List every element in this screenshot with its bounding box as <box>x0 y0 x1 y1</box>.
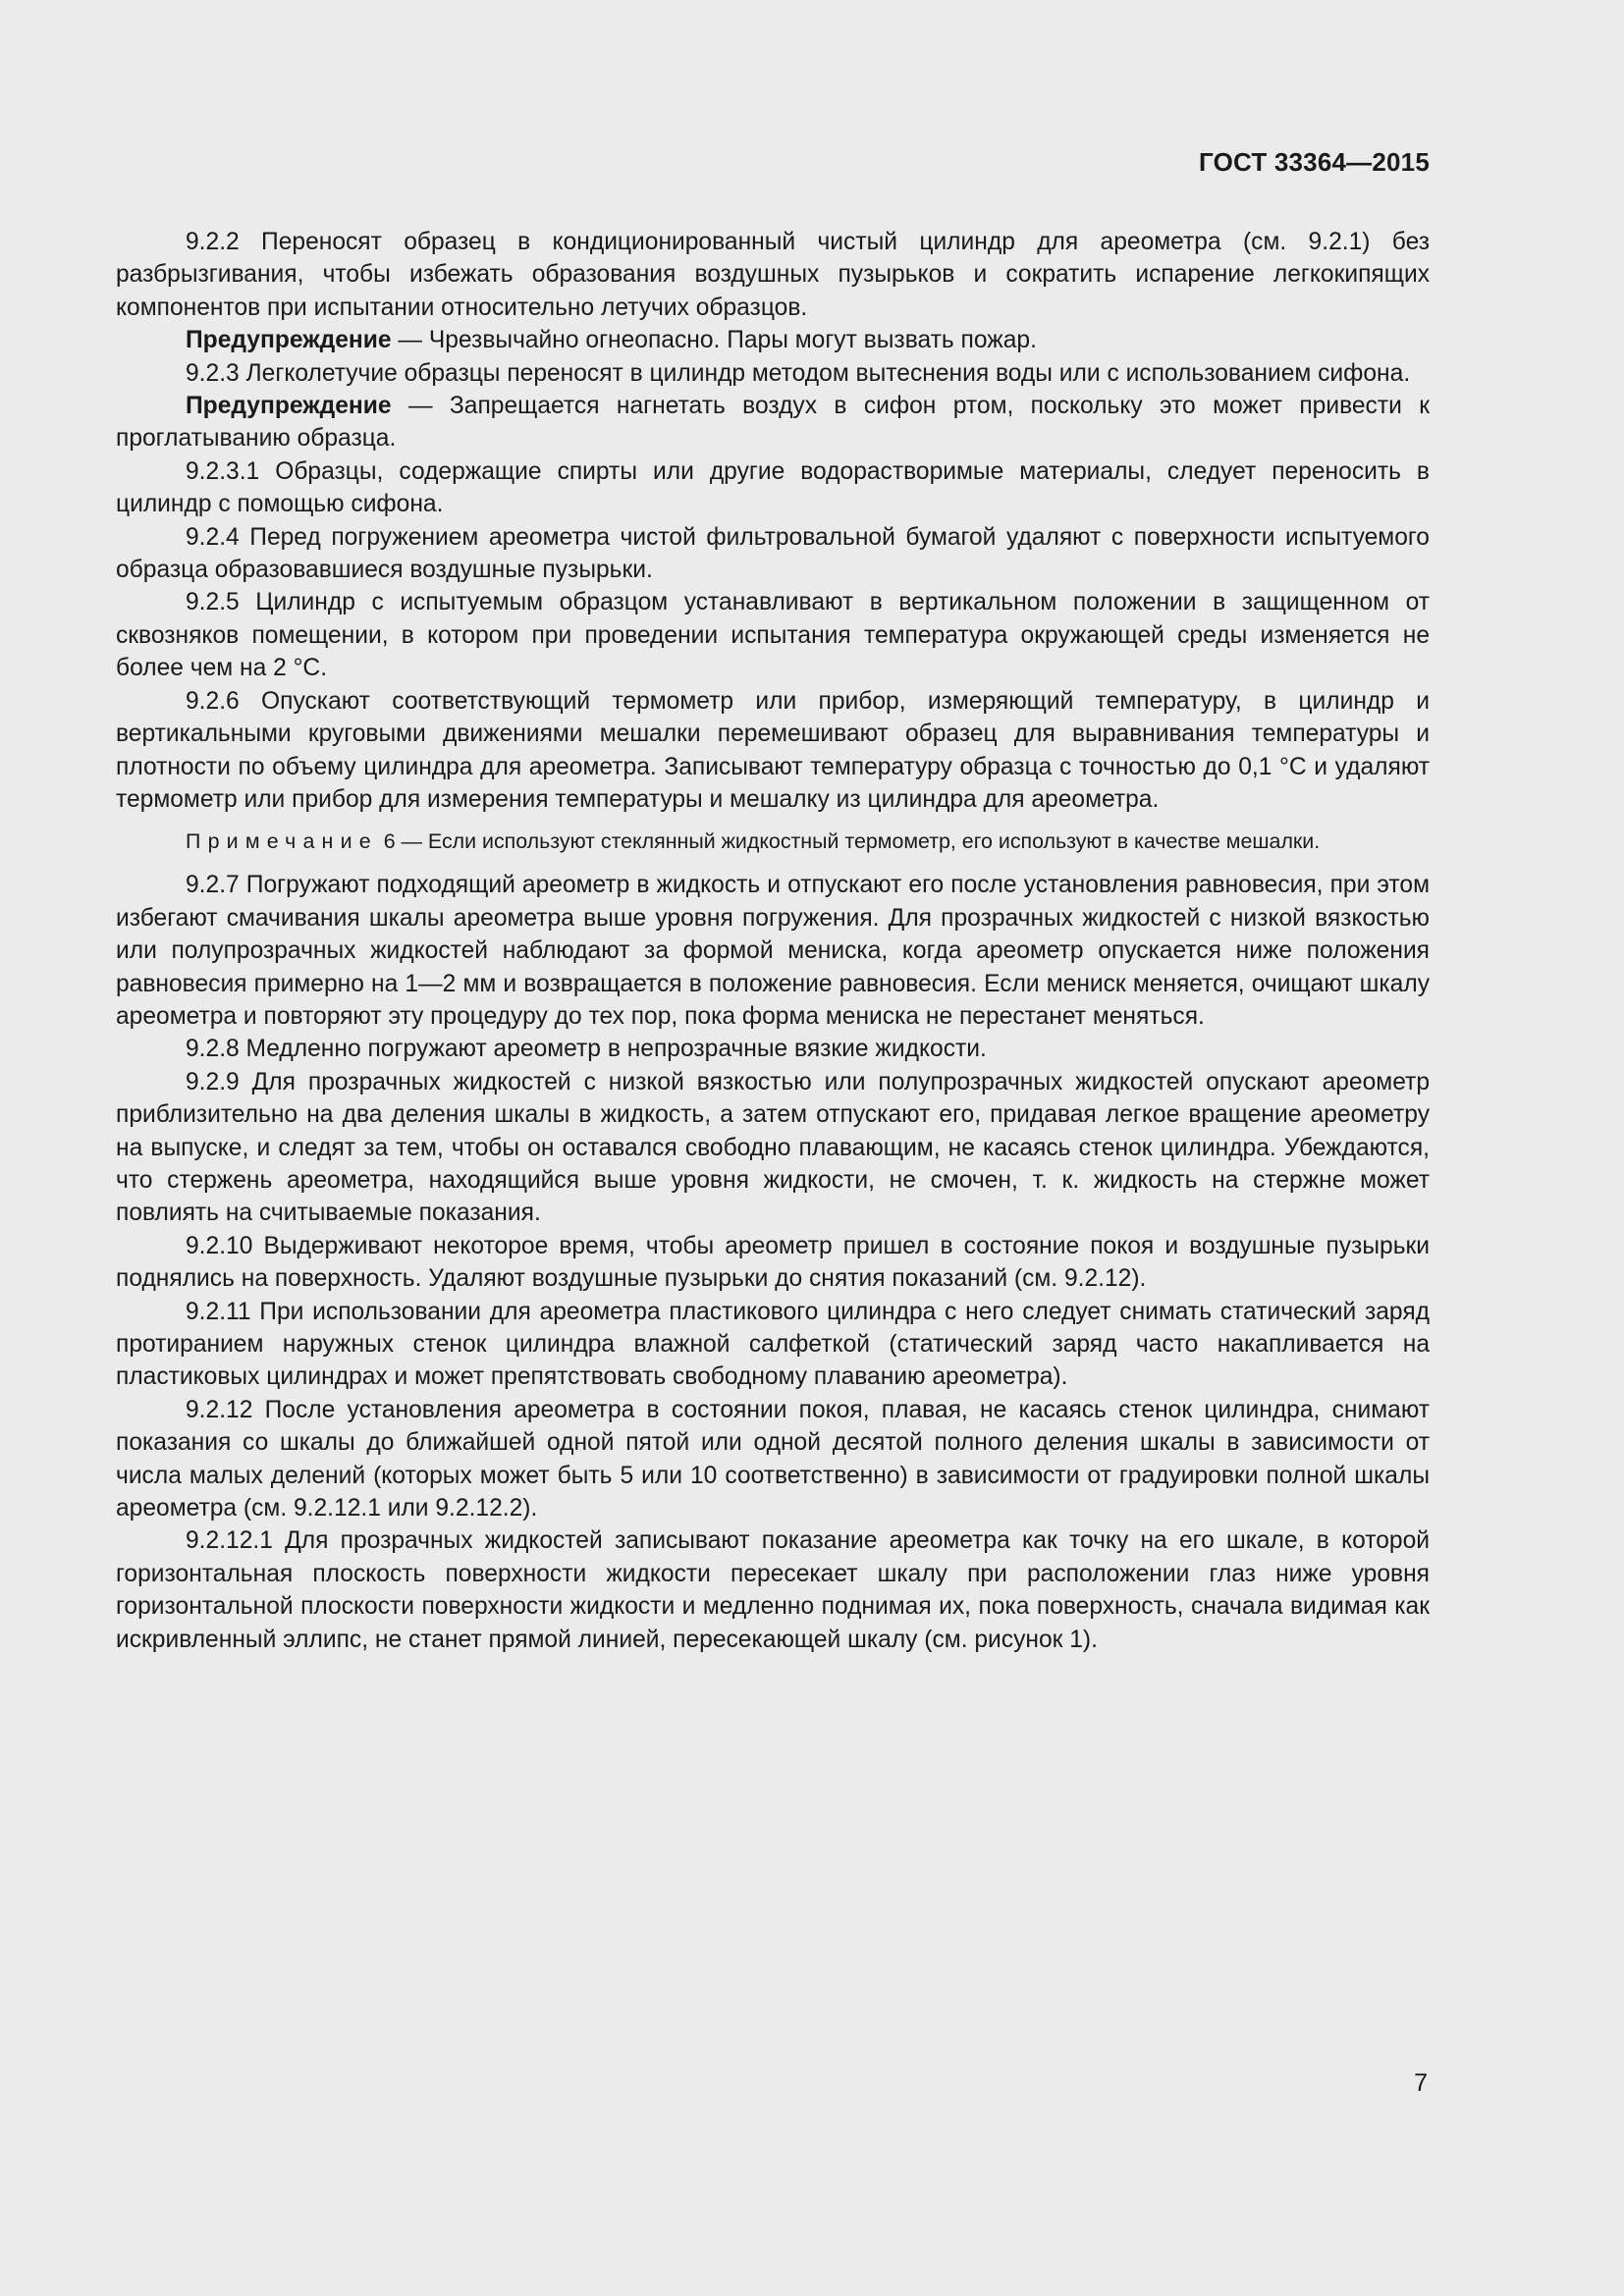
paragraph-9-2-6: 9.2.6 Опускают соответствующий термометр или прибор, измеряющий температуру, в цилиндр и вертикальными круговыми движениями мешалки перемешивают образец для выравнивания температуры и плотности по объему цилиндра для ареометра. Записывают температуру образца с точностью до 0,1 °C и удаляют термометр или прибор для измерения температуры и мешалку из цилиндра для ареометра. <box>116 687 1430 813</box>
paragraph-9-2-8: 9.2.8 Медленно погружают ареометр в непрозрачные вязкие жидкости. <box>186 1036 987 1063</box>
document-body <box>116 226 1430 1656</box>
paragraph-9-2-4: 9.2.4 Перед погружением ареометра чистой фильтровальной бумагой удаляют с поверхности испытуемого образца образовавшиеся воздушные пузырьки. <box>116 523 1430 584</box>
page-number: 7 <box>1414 2069 1428 2097</box>
warning-paragraph-2 <box>116 390 1430 455</box>
paragraph-9-2-12: 9.2.12 После установления ареометра в состоянии покоя, плавая, не касаясь стенок цилиндра, снимают показания со шкалы до ближайшей одной пятой или одной десятой полного деления шкалы в зависимости от числа малых делений (которых может быть 5 или 10 соответственно) в зависимости от градуировки полной шкалы ареометра (см. 9.2.12.1 или 9.2.12.2). <box>116 1396 1430 1522</box>
paragraph-9-2-3: 9.2.3 Легколетучие образцы переносят в цилиндр методом вытеснения воды или с использованием сифона. <box>186 359 1411 387</box>
warning-text: — Запрещается нагнетать воздух в сифон ртом, поскольку это может привести к проглатыванию образца. <box>116 393 1430 453</box>
paragraph-9-2-7: 9.2.7 Погружают подходящий ареометр в жидкость и отпускают его после установления равновесия, при этом избегают смачивания шкалы ареометра выше уровня погружения. Для прозрачных жидкостей с низкой вязкостью или полупрозрачных жидкостей наблюдают за формой мениска, когда ареометр опускается ниже положения равновесия примерно на 1—2 мм и возвращается в положение равновесия. Если мениск меняется, очищают шкалу ареометра и повторяют эту процедуру до тех пор, пока форма мениска не перестанет меняться. <box>116 872 1430 1030</box>
warning-paragraph-1 <box>116 324 1430 356</box>
warning-label: Предупреждение <box>186 327 392 354</box>
paragraph-9-2-9: 9.2.9 Для прозрачных жидкостей с низкой вязкостью или полупрозрачных жидкостей опускают ареометр приблизительно на два деления шкалы в жидкость, а затем отпускают его, придавая легкое вращение ареометру на выпуске, и следят за тем, чтобы он оставался свободно плавающим, не касаясь стенок цилиндра. Убеждаются, что стержень ареометра, находящийся выше уровня жидкости, не смочен, т. к. жидкость на стержне может повлиять на считываемые показания. <box>116 1068 1430 1227</box>
paragraph-9-2-11: 9.2.11 При использовании для ареометра пластикового цилиндра с него следует снимать статический заряд протиранием наружных стенок цилиндра влажной салфеткой (статический заряд часто накапливается на пластиковых цилиндрах и может препятствовать свободному плаванию ареометра). <box>116 1298 1430 1391</box>
note-label: Примечание <box>186 829 378 854</box>
note-6 <box>116 828 1430 855</box>
paragraph-9-2-5: 9.2.5 Цилиндр с испытуемым образцом устанавливают в вертикальном положении в защищенном от сквозняков помещении, в котором при проведении испытания температура окружающей среды изменяется не более чем на 2 °C. <box>116 589 1430 682</box>
paragraph-9-2-12-1: 9.2.12.1 Для прозрачных жидкостей записывают показание ареометра как точку на его шкале, в которой горизонтальная плоскость поверхности жидкости пересекает шкалу при расположении глаз ниже уровня горизонтальной плоскости поверхности жидкости и медленно поднимая их, пока поверхность, сначала видимая как искривленный эллипс, не станет прямой линией, пересекающей шкалу (см. рисунок 1). <box>116 1527 1430 1653</box>
paragraph-9-2-3-1: 9.2.3.1 Образцы, содержащие спирты или другие водорастворимые материалы, следует переносить в цилиндр с помощью сифона. <box>116 457 1430 518</box>
note-text: 6 — Если используют стеклянный жидкостный термометр, его используют в качестве мешалки. <box>377 829 1321 854</box>
warning-label: Предупреждение <box>186 393 392 420</box>
document-standard-number: ГОСТ 33364—2015 <box>1199 147 1430 177</box>
paragraph-9-2-10: 9.2.10 Выдерживают некоторое время, чтобы ареометр пришел в состояние покоя и воздушные пузырьки поднялись на поверхность. Удаляют воздушные пузырьки до снятия показаний (см. 9.2.12). <box>116 1232 1430 1293</box>
paragraph-9-2-2: 9.2.2 Переносят образец в кондиционированный чистый цилиндр для ареометра (см. 9.2.1) без разбрызгивания, чтобы избежать образования воздушных пузырьков и сократить испарение легкокипящих компонентов при испытании относительно летучих образцов. <box>116 229 1430 321</box>
warning-text: — Чрезвычайно огнеопасно. Пары могут вызвать пожар. <box>391 327 1037 354</box>
